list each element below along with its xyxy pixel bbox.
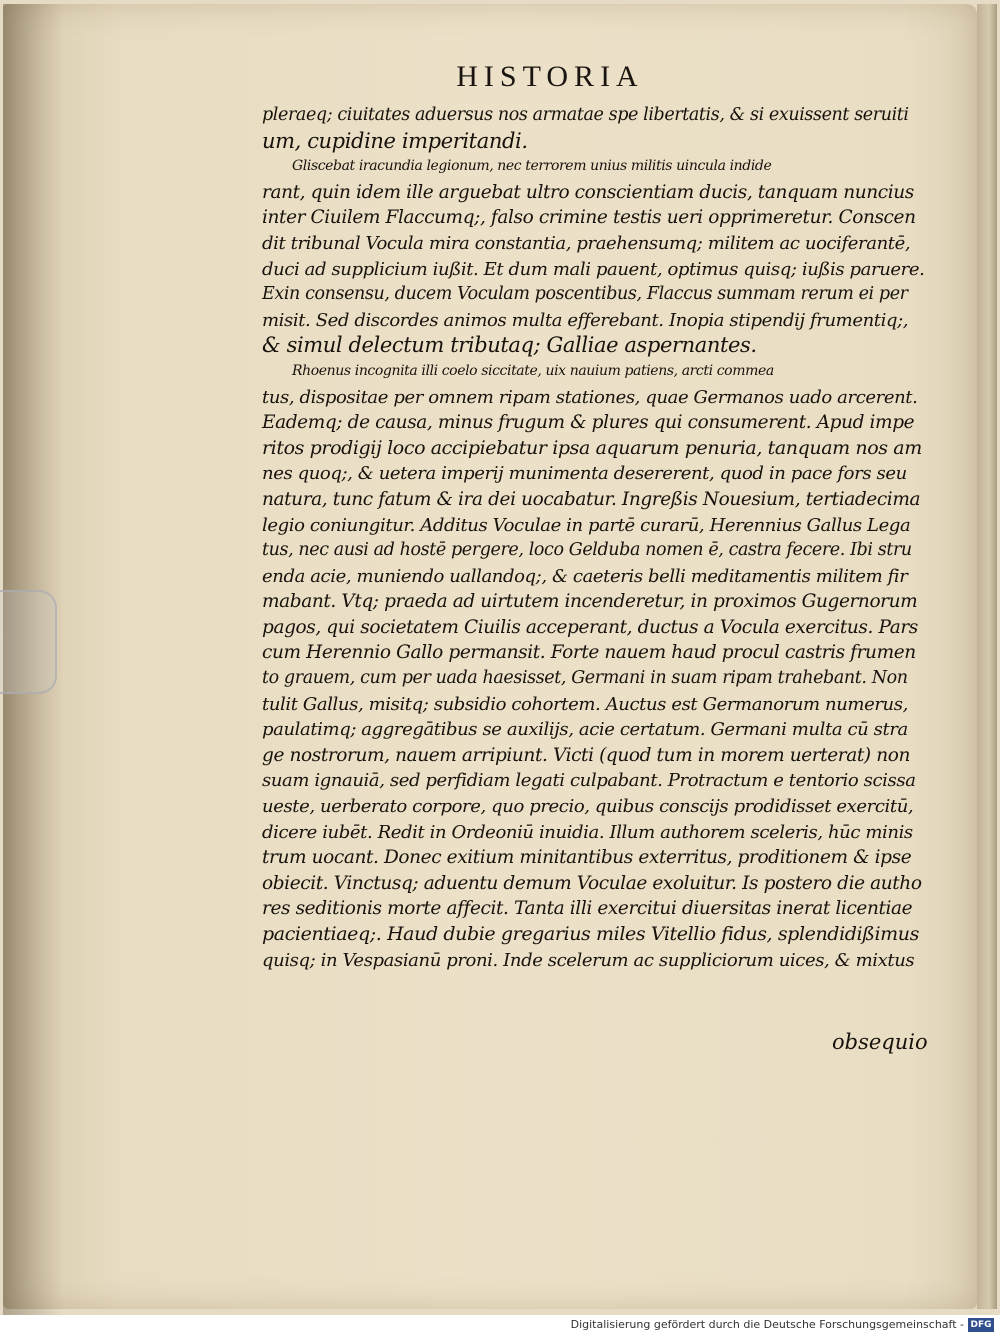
catchword: obsequio [832,1030,928,1054]
dfg-logo: DFG [968,1318,994,1332]
text-line: tus, nec ausi ad hostē pergere, loco Gelduba nomen ē, castra fecere. Ibi stru [262,540,912,561]
text-line: um, cupidine imperitandi. [262,128,528,153]
text-line: tulit Gallus, misitq; subsidio cohortem. Auctus est Germanorum numerus, [262,693,908,715]
text-line: ge nostrorum, nauem arripiunt. Victi (quod tum in morem uerterat) non [262,744,910,766]
text-line: obiecit. Vinctusq; aduentu demum Voculae exoluitur. Is postero die autho [262,872,922,894]
footer-bar [0,1315,1000,1336]
text-line: rant, quin idem ille arguebat ultro conscientiam ducis, tanquam nuncius [262,181,914,203]
text-line: enda acie, muniendo uallandoq;, & caeteris belli meditamentis militem fir [262,565,908,587]
text-line: mabant. Vtq; praeda ad uirtutem incenderetur, in proximos Gugernorum [262,591,918,613]
text-line: nes quoq;, & uetera imperij munimenta desererent, quod in pace fors seu [262,463,907,485]
text-line: cum Herennio Gallo permansit. Forte nauem haud procul castris frumen [262,642,916,664]
text-line: & simul delectum tributaq; Galliae aspernantes. [262,333,757,358]
text-line: pleraeq; ciuitates aduersus nos armatae spe libertatis, & si exuissent seruiti [262,105,909,125]
text-line: natura, tunc fatum & ira dei uocabatur. Ingreßis Nouesium, tertiadecima [262,488,921,510]
text-line: legio coniungitur. Additus Voculae in partē curarū, Herennius Gallus Lega [262,514,911,536]
text-line: suam ignauiā, sed perfidiam legati culpabant. Protractum e tentorio scissa [262,770,916,792]
text-line: ritos prodigij loco accipiebatur ipsa aquarum penuria, tanquam nos am [262,436,922,459]
text-line: Rhoenus incognita illi coelo siccitate, uix nauium patiens, arcti commea [292,362,774,379]
text-line: to grauem, cum per uada haesisset, Germani in suam ripam trahebant. Non [262,668,908,689]
body-text [262,103,925,973]
text-line: Eademq; de causa, minus frugum & plures qui consumerent. Apud impe [262,412,915,434]
funding-notice: Digitalisierung gefördert durch die Deutsche Forschungsgemeinschaft - [570,1318,964,1331]
text-line: paulatimq; aggregātibus se auxilijs, acie certatum. Germani multa cū stra [262,719,908,741]
text-line: Gliscebat iracundia legionum, nec terrorem unius militis uincula indide [292,158,772,175]
text-line: quisq; in Vespasianū proni. Inde scelerum ac suppliciorum uices, & mixtus [262,949,915,971]
text-line: pagos, qui societatem Ciuilis acceperant, ductus a Vocula exercitus. Pars [262,616,918,638]
text-line: ueste, uerberato corpore, quo precio, quibus conscijs prodidisset exercitū, [262,796,914,818]
running-head: HISTORIA [456,60,644,93]
text-line: duci ad supplicium iußit. Et dum mali pauent, optimus quisq; iußis paruere. [262,258,925,280]
text-line: inter Ciuilem Flaccumq;, falso crimine testis ueri opprimeretur. Conscen [262,207,916,229]
text-line: Exin consensu, ducem Voculam poscentibus, Flaccus summam rerum ei per [262,284,908,305]
text-line: dicere iubēt. Redit in Ordeoniū inuidia. Illum authorem sceleris, hūc minis [262,821,913,843]
text-line: tus, dispositae per omnem ripam stationes, quae Germanos uado arcerent. [262,386,918,408]
text-line: misit. Sed discordes animos multa efferebant. Inopia stipendij frumentiq;, [262,309,909,331]
text-line: dit tribunal Vocula mira constantia, praehensumq; militem ac uociferantē, [262,232,911,254]
page-edge [977,4,997,1309]
text-line: res seditionis morte affecit. Tanta illi exercitui diuersitas inerat licentiae [262,898,913,920]
text-line: pacientiaeq;. Haud dubie gregarius miles Vitellio fidus, splendidißimus [262,923,919,945]
bookmark-clip [0,590,57,694]
text-line: trum uocant. Donec exitium minitantibus exterritus, proditionem & ipse [262,847,912,869]
